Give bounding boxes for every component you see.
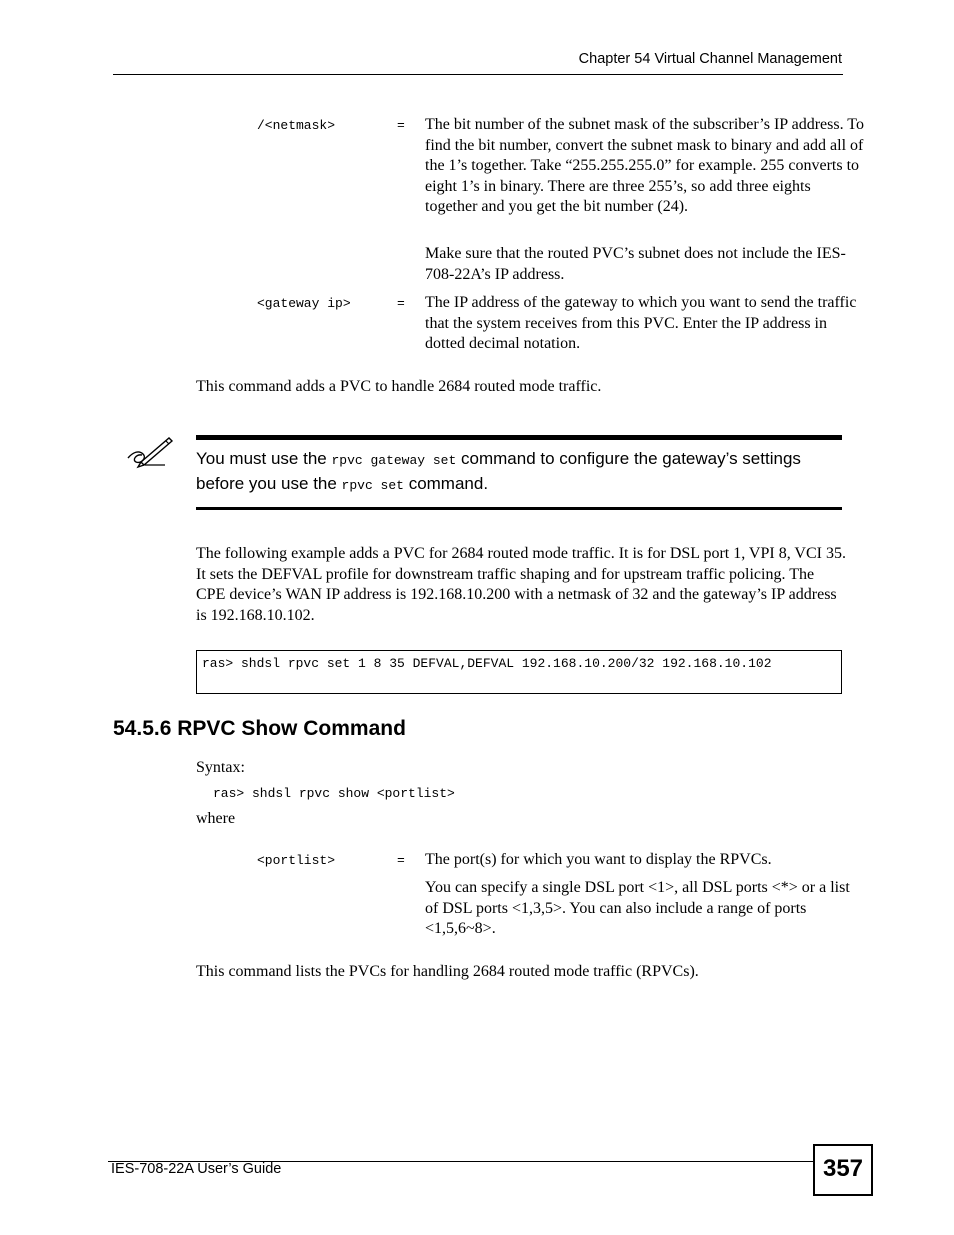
note-text-part3: command. — [403, 473, 489, 493]
netmask-equals: = — [397, 118, 405, 133]
portlist-description: The port(s) for which you want to display the RPVCs. — [425, 851, 772, 868]
netmask-description: The bit number of the subnet mask of the subscriber’s IP address. To find the bit number, convert the subnet mask to binary and add all of the 1’s together. Take “255.255.255.0” for example. 255 converts to eight 1’s in binary. There are three 255’s, so add three eights together and you get the bit number (24). — [425, 116, 864, 215]
note-code-rpvc-set: rpvc set — [341, 477, 404, 493]
note-code-rpvc-gateway-set: rpvc gateway set — [331, 453, 457, 468]
portlist-details: You can specify a single DSL port <1>, all DSL ports <*> or a list of DSL ports <1,3,5>. You can also include a range of ports <1,5,6~8>. — [425, 879, 850, 937]
command-summary-list: This command lists the PVCs for handling 2684 routed mode traffic (RPVCs). — [196, 963, 699, 980]
page-number: 357 — [822, 1155, 864, 1182]
gateway-ip-equals: = — [397, 296, 405, 311]
example-code-box — [196, 650, 842, 694]
portlist-term: <portlist> — [257, 853, 336, 868]
netmask-note: Make sure that the routed PVC’s subnet does not include the IES-708-22A’s IP address. — [425, 245, 846, 283]
gateway-ip-term: <gateway ip> — [257, 296, 351, 311]
guide-title: IES-708-22A User’s Guide — [111, 1161, 282, 1177]
note-top-rule — [196, 435, 842, 440]
command-summary: This command adds a PVC to handle 2684 routed mode traffic. — [196, 378, 602, 395]
netmask-term: /<netmask> — [257, 118, 336, 133]
header-rule — [113, 74, 843, 75]
gateway-ip-description: The IP address of the gateway to which you want to send the traffic that the system receives from this PVC. Enter the IP address in dotted decimal notation. — [425, 294, 857, 352]
chapter-title: Chapter 54 Virtual Channel Management — [578, 51, 842, 67]
syntax-code: ras> shdsl rpvc show <portlist> — [213, 786, 455, 801]
example-code: ras> shdsl rpvc set 1 8 35 DEFVAL,DEFVAL 192.168.10.200/32 192.168.10.102 — [202, 656, 772, 671]
pencil-note-icon — [125, 432, 175, 477]
example-paragraph: The following example adds a PVC for 2684 routed mode traffic. It is for DSL port 1, VPI 8, VCI 35. It sets the DEFVAL profile for downstream traffic shaping and for upstream traffic policing. The CPE device’s WAN IP address is 192.168.10.200 with a netmask of 32 and the gateway’s IP address is 192.168.10.102. — [196, 545, 846, 624]
note-text-part2: command to configure the gateway’s settings before you use the — [196, 449, 801, 493]
note-text — [196, 448, 836, 497]
section-heading: 54.5.6 RPVC Show Command — [113, 717, 406, 740]
note-bottom-rule — [196, 507, 842, 510]
syntax-label: Syntax: — [196, 759, 245, 776]
where-label: where — [196, 810, 236, 827]
page-number-box — [813, 1144, 873, 1196]
portlist-equals: = — [397, 853, 405, 868]
note-text-part1: You must use the — [196, 449, 332, 468]
